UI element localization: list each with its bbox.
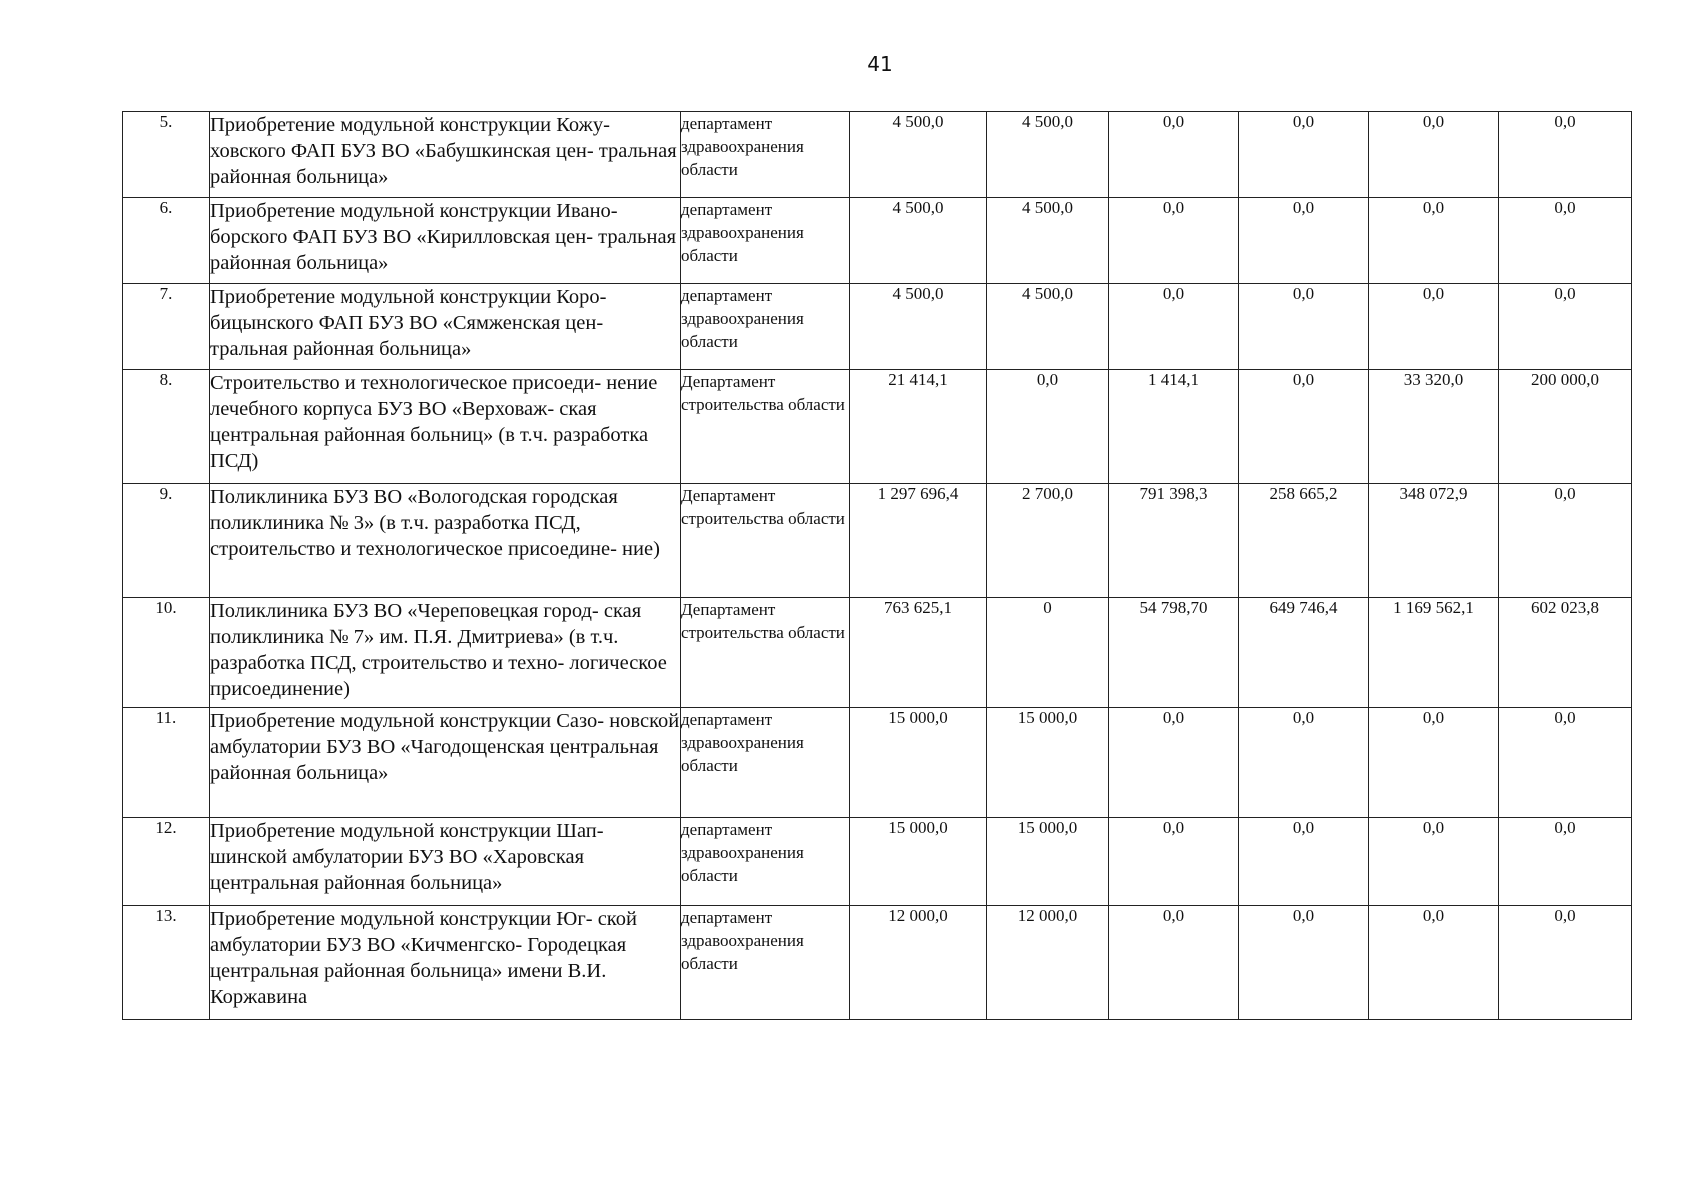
value-cell: 0,0 <box>1109 708 1239 818</box>
value-cell: 0,0 <box>1499 818 1632 906</box>
row-number: 10. <box>123 598 210 708</box>
value-cell: 0 <box>987 598 1109 708</box>
executor: Департамент строительства области <box>681 370 850 484</box>
value-cell: 1 414,1 <box>1109 370 1239 484</box>
measure-name: Приобретение модульной конструкции Юг- ской амбулатории БУЗ ВО «Кичменгско- Городецкая центральная районная больница» имени В.И. Коржавина <box>210 906 681 1020</box>
value-cell: 0,0 <box>1239 198 1369 284</box>
value-cell: 0,0 <box>1499 198 1632 284</box>
table-row <box>123 112 1632 198</box>
value-cell: 15 000,0 <box>850 708 987 818</box>
value-cell: 791 398,3 <box>1109 484 1239 598</box>
value-cell: 2 700,0 <box>987 484 1109 598</box>
value-cell: 0,0 <box>1239 818 1369 906</box>
executor: департамент здравоохранения области <box>681 818 850 906</box>
value-cell: 4 500,0 <box>850 112 987 198</box>
value-cell: 0,0 <box>1369 198 1499 284</box>
value-cell: 0,0 <box>1499 906 1632 1020</box>
value-cell: 0,0 <box>1369 906 1499 1020</box>
value-cell: 15 000,0 <box>850 818 987 906</box>
value-cell: 0,0 <box>1369 284 1499 370</box>
executor: Департамент строительства области <box>681 484 850 598</box>
executor: департамент здравоохранения области <box>681 198 850 284</box>
row-number: 12. <box>123 818 210 906</box>
page-number: 41 <box>867 52 893 76</box>
value-cell: 0,0 <box>1109 198 1239 284</box>
table-row <box>123 484 1632 598</box>
value-cell: 0,0 <box>1109 906 1239 1020</box>
row-number: 13. <box>123 906 210 1020</box>
value-cell: 0,0 <box>1499 484 1632 598</box>
value-cell: 0,0 <box>1239 112 1369 198</box>
value-cell: 21 414,1 <box>850 370 987 484</box>
value-cell: 0,0 <box>1369 112 1499 198</box>
value-cell: 12 000,0 <box>987 906 1109 1020</box>
value-cell: 0,0 <box>1109 284 1239 370</box>
value-cell: 4 500,0 <box>850 284 987 370</box>
measure-name: Приобретение модульной конструкции Ивано- борского ФАП БУЗ ВО «Кирилловская цен- тральная районная больница» <box>210 198 681 284</box>
measure-name: Поликлиника БУЗ ВО «Вологодская городская поликлиника № 3» (в т.ч. разработка ПСД, строительство и технологическое присоедине- ние) <box>210 484 681 598</box>
value-cell: 4 500,0 <box>987 198 1109 284</box>
value-cell: 348 072,9 <box>1369 484 1499 598</box>
table-row <box>123 906 1632 1020</box>
value-cell: 0,0 <box>1499 708 1632 818</box>
value-cell: 1 297 696,4 <box>850 484 987 598</box>
value-cell: 54 798,70 <box>1109 598 1239 708</box>
value-cell: 0,0 <box>1369 708 1499 818</box>
value-cell: 200 000,0 <box>1499 370 1632 484</box>
table-row <box>123 284 1632 370</box>
executor: департамент здравоохранения области <box>681 284 850 370</box>
measure-name: Приобретение модульной конструкции Кожу- ховского ФАП БУЗ ВО «Бабушкинская цен- тральная районная больница» <box>210 112 681 198</box>
value-cell: 15 000,0 <box>987 708 1109 818</box>
value-cell: 0,0 <box>1239 906 1369 1020</box>
executor: департамент здравоохранения области <box>681 708 850 818</box>
program-table <box>122 111 1632 1020</box>
value-cell: 33 320,0 <box>1369 370 1499 484</box>
value-cell: 15 000,0 <box>987 818 1109 906</box>
table-row <box>123 198 1632 284</box>
table-row <box>123 818 1632 906</box>
measure-name: Приобретение модульной конструкции Сазо- новской амбулатории БУЗ ВО «Чагодощенская центральная районная больница» <box>210 708 681 818</box>
value-cell: 0,0 <box>1499 284 1632 370</box>
executor: Департамент строительства области <box>681 598 850 708</box>
value-cell: 0,0 <box>1239 708 1369 818</box>
value-cell: 763 625,1 <box>850 598 987 708</box>
table-row <box>123 708 1632 818</box>
value-cell: 1 169 562,1 <box>1369 598 1499 708</box>
row-number: 9. <box>123 484 210 598</box>
value-cell: 649 746,4 <box>1239 598 1369 708</box>
value-cell: 0,0 <box>987 370 1109 484</box>
row-number: 5. <box>123 112 210 198</box>
row-number: 11. <box>123 708 210 818</box>
executor: департамент здравоохранения области <box>681 112 850 198</box>
row-number: 7. <box>123 284 210 370</box>
value-cell: 0,0 <box>1109 818 1239 906</box>
measure-name: Приобретение модульной конструкции Шап- шинской амбулатории БУЗ ВО «Харовская центральная районная больница» <box>210 818 681 906</box>
value-cell: 0,0 <box>1239 370 1369 484</box>
value-cell: 0,0 <box>1499 112 1632 198</box>
row-number: 6. <box>123 198 210 284</box>
measure-name: Приобретение модульной конструкции Коро- бицынского ФАП БУЗ ВО «Сямженская цен- тральная районная больница» <box>210 284 681 370</box>
measure-name: Строительство и технологическое присоеди- нение лечебного корпуса БУЗ ВО «Верховаж- ская центральная районная больниц» (в т.ч. разработка ПСД) <box>210 370 681 484</box>
value-cell: 602 023,8 <box>1499 598 1632 708</box>
value-cell: 258 665,2 <box>1239 484 1369 598</box>
value-cell: 4 500,0 <box>850 198 987 284</box>
measure-name: Поликлиника БУЗ ВО «Череповецкая город- ская поликлиника № 7» им. П.Я. Дмитриева» (в т.ч. разработка ПСД, строительство и техно- логическое присоединение) <box>210 598 681 708</box>
value-cell: 4 500,0 <box>987 112 1109 198</box>
table-row <box>123 598 1632 708</box>
value-cell: 4 500,0 <box>987 284 1109 370</box>
value-cell: 12 000,0 <box>850 906 987 1020</box>
value-cell: 0,0 <box>1369 818 1499 906</box>
row-number: 8. <box>123 370 210 484</box>
value-cell: 0,0 <box>1109 112 1239 198</box>
table-row <box>123 370 1632 484</box>
value-cell: 0,0 <box>1239 284 1369 370</box>
executor: департамент здравоохранения области <box>681 906 850 1020</box>
